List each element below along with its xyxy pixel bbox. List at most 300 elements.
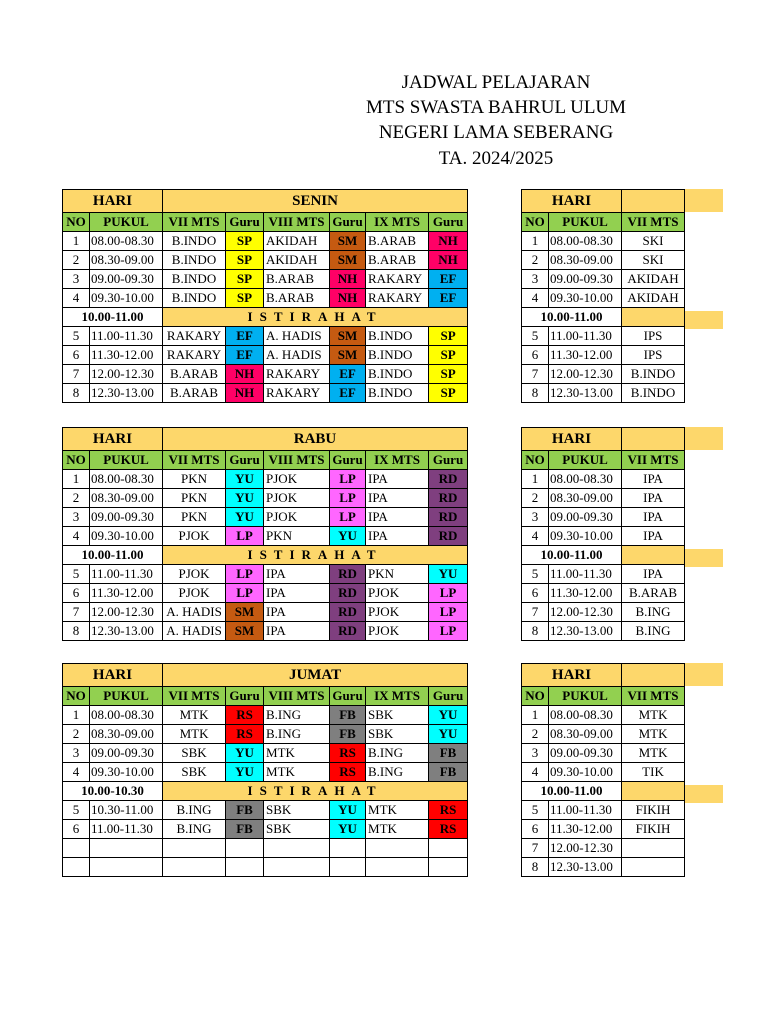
teacher-viii: RS: [330, 744, 366, 763]
hari-label: HARI: [522, 428, 622, 451]
period-number: 3: [63, 508, 90, 527]
subject-ix: B.ING: [366, 744, 429, 763]
teacher-viii: YU: [330, 820, 366, 839]
period-time: 09.30-10.00: [90, 289, 163, 308]
subject-viii: A. HADIS: [264, 327, 330, 346]
teacher-ix: SP: [429, 327, 468, 346]
teacher-vii: SP: [226, 289, 264, 308]
subject-viii: PJOK: [264, 489, 330, 508]
subject-vii: MTK: [622, 706, 685, 725]
break-label: ISTIRAHAT: [163, 782, 468, 801]
column-header: NO: [63, 213, 90, 232]
title-line-3: NEGERI LAMA SEBERANG: [378, 122, 614, 143]
subject-ix: B.ARAB: [366, 251, 429, 270]
period-number: 2: [63, 725, 90, 744]
table-row: [63, 346, 468, 365]
subject-viii: SBK: [264, 801, 330, 820]
table-row: [63, 763, 468, 782]
period-time: 11.00-11.30: [549, 327, 622, 346]
subject-viii: RAKARY: [264, 384, 330, 403]
teacher-ix: NH: [429, 232, 468, 251]
column-header: Guru: [226, 687, 264, 706]
column-header: PUKUL: [90, 687, 163, 706]
teacher-viii: [330, 858, 366, 877]
subject-viii: A. HADIS: [264, 346, 330, 365]
teacher-ix: RD: [429, 489, 468, 508]
subject-vii: B.INDO: [163, 289, 226, 308]
break-row: [63, 546, 468, 565]
subject-ix: B.INDO: [366, 327, 429, 346]
period-number: 6: [63, 346, 90, 365]
teacher-viii: FB: [330, 725, 366, 744]
subject-vii: B.ARAB: [163, 365, 226, 384]
subject-viii: PJOK: [264, 470, 330, 489]
period-time: [90, 839, 163, 858]
subject-vii: PKN: [163, 508, 226, 527]
column-header: PUKUL: [549, 213, 622, 232]
subject-vii: B.ING: [622, 622, 685, 641]
break-time: 10.00-11.00: [522, 782, 622, 801]
subject-ix: RAKARY: [366, 270, 429, 289]
subject-vii: IPA: [622, 527, 685, 546]
cropped-break-tab: [685, 549, 723, 567]
period-number: 5: [63, 801, 90, 820]
period-time: 08.00-08.30: [549, 470, 622, 489]
period-number: 3: [63, 270, 90, 289]
column-header: VIII MTS: [264, 687, 330, 706]
table-row: [63, 384, 468, 403]
table-row: [63, 706, 468, 725]
subject-ix: PKN: [366, 565, 429, 584]
table-row: [522, 251, 685, 270]
column-header: VIII MTS: [264, 213, 330, 232]
day-header-row: [522, 664, 685, 687]
teacher-viii: NH: [330, 289, 366, 308]
teacher-vii: SP: [226, 232, 264, 251]
period-time: 10.30-11.00: [90, 801, 163, 820]
period-number: 2: [63, 489, 90, 508]
subject-ix: IPA: [366, 508, 429, 527]
period-time: 09.00-09.30: [549, 270, 622, 289]
period-number: [63, 839, 90, 858]
teacher-vii: FB: [226, 820, 264, 839]
teacher-vii: EF: [226, 346, 264, 365]
column-header: IX MTS: [366, 687, 429, 706]
table-row: [63, 289, 468, 308]
teacher-vii: RS: [226, 706, 264, 725]
teacher-ix: RD: [429, 470, 468, 489]
teacher-vii: [226, 839, 264, 858]
teacher-viii: [330, 839, 366, 858]
column-header: Guru: [429, 213, 468, 232]
subject-viii: AKIDAH: [264, 251, 330, 270]
period-number: 2: [63, 251, 90, 270]
table-row: [63, 365, 468, 384]
subject-vii: B.INDO: [163, 232, 226, 251]
period-number: 2: [522, 251, 549, 270]
period-number: 7: [63, 365, 90, 384]
break-time: 10.00-11.00: [522, 308, 622, 327]
break-label: [622, 308, 685, 327]
period-number: 1: [63, 232, 90, 251]
subject-vii: IPA: [622, 470, 685, 489]
subject-vii: SKI: [622, 251, 685, 270]
column-header-row: [522, 687, 685, 706]
teacher-vii: LP: [226, 584, 264, 603]
cropped-break-tab: [685, 785, 723, 803]
teacher-ix: NH: [429, 251, 468, 270]
column-header: IX MTS: [366, 451, 429, 470]
teacher-viii: FB: [330, 706, 366, 725]
table-row: [63, 527, 468, 546]
cropped-header-tab: [685, 663, 723, 686]
table-row: [63, 251, 468, 270]
period-number: 4: [522, 289, 549, 308]
period-time: 11.30-12.00: [90, 584, 163, 603]
table-row: [522, 706, 685, 725]
subject-vii: B.ING: [163, 801, 226, 820]
subject-vii: IPA: [622, 565, 685, 584]
teacher-ix: [429, 858, 468, 877]
column-header-row: [63, 213, 468, 232]
subject-viii: SBK: [264, 820, 330, 839]
subject-vii: MTK: [163, 706, 226, 725]
subject-ix: SBK: [366, 725, 429, 744]
subject-ix: PJOK: [366, 622, 429, 641]
period-time: 11.00-11.30: [90, 327, 163, 346]
period-time: 09.30-10.00: [90, 763, 163, 782]
cropped-header-tab: [685, 189, 723, 212]
subject-vii: MTK: [163, 725, 226, 744]
period-time: 09.00-09.30: [90, 508, 163, 527]
period-time: 08.00-08.30: [549, 232, 622, 251]
subject-ix: B.ARAB: [366, 232, 429, 251]
subject-viii: [264, 858, 330, 877]
subject-vii: IPS: [622, 346, 685, 365]
teacher-viii: EF: [330, 384, 366, 403]
period-time: 11.00-11.30: [90, 565, 163, 584]
table-row: [63, 565, 468, 584]
teacher-vii: YU: [226, 508, 264, 527]
table-row: [522, 820, 685, 839]
table-row: [63, 270, 468, 289]
schedule-table-senin: [62, 189, 468, 403]
subject-viii: B.ARAB: [264, 270, 330, 289]
hari-label: HARI: [63, 190, 163, 213]
subject-viii: MTK: [264, 744, 330, 763]
column-header: Guru: [330, 687, 366, 706]
period-time: 11.30-12.00: [549, 584, 622, 603]
column-header-row: [522, 213, 685, 232]
table-row: [63, 508, 468, 527]
hari-label: HARI: [63, 428, 163, 451]
column-header-row: [63, 451, 468, 470]
subject-vii: A. HADIS: [163, 622, 226, 641]
period-time: 08.00-08.30: [90, 470, 163, 489]
column-header: VII MTS: [622, 687, 685, 706]
period-time: 11.00-11.30: [549, 801, 622, 820]
subject-viii: MTK: [264, 763, 330, 782]
table-row: [522, 763, 685, 782]
subject-ix: MTK: [366, 820, 429, 839]
column-header: PUKUL: [549, 687, 622, 706]
schedule-table-right: [521, 663, 685, 877]
table-row: [522, 327, 685, 346]
subject-viii: B.ING: [264, 725, 330, 744]
table-row: [522, 289, 685, 308]
period-time: 08.30-09.00: [90, 725, 163, 744]
column-header: VII MTS: [622, 451, 685, 470]
period-number: 5: [63, 565, 90, 584]
period-number: 1: [63, 470, 90, 489]
period-number: 4: [63, 527, 90, 546]
table-row: [63, 725, 468, 744]
period-number: 5: [522, 565, 549, 584]
subject-viii: PJOK: [264, 508, 330, 527]
period-number: 6: [522, 820, 549, 839]
subject-vii: B.ARAB: [622, 584, 685, 603]
period-time: 11.30-12.00: [549, 346, 622, 365]
subject-ix: PJOK: [366, 584, 429, 603]
teacher-ix: RD: [429, 527, 468, 546]
period-time: 12.30-13.00: [549, 622, 622, 641]
period-number: 8: [63, 622, 90, 641]
table-row: [63, 839, 468, 858]
subject-vii: MTK: [622, 725, 685, 744]
column-header: VII MTS: [163, 687, 226, 706]
schedule-table-right: [521, 427, 685, 641]
subject-vii: TIK: [622, 763, 685, 782]
period-time: 12.00-12.30: [90, 603, 163, 622]
period-number: 8: [522, 858, 549, 877]
table-row: [522, 622, 685, 641]
period-number: 3: [63, 744, 90, 763]
period-time: 12.30-13.00: [549, 384, 622, 403]
break-label: ISTIRAHAT: [163, 308, 468, 327]
subject-vii: SKI: [622, 232, 685, 251]
period-time: 08.30-09.00: [549, 489, 622, 508]
table-row: [63, 820, 468, 839]
teacher-viii: RD: [330, 603, 366, 622]
subject-vii: AKIDAH: [622, 270, 685, 289]
column-header: NO: [522, 687, 549, 706]
subject-vii: SBK: [163, 763, 226, 782]
table-row: [63, 327, 468, 346]
table-row: [63, 584, 468, 603]
teacher-vii: LP: [226, 527, 264, 546]
period-time: 09.30-10.00: [549, 763, 622, 782]
table-row: [522, 527, 685, 546]
teacher-ix: RS: [429, 801, 468, 820]
day-header-row: [522, 428, 685, 451]
teacher-vii: SM: [226, 603, 264, 622]
teacher-viii: SM: [330, 327, 366, 346]
table-row: [522, 470, 685, 489]
teacher-ix: FB: [429, 744, 468, 763]
table-row: [522, 384, 685, 403]
column-header-row: [522, 451, 685, 470]
teacher-vii: EF: [226, 327, 264, 346]
column-header: NO: [522, 451, 549, 470]
teacher-ix: LP: [429, 603, 468, 622]
teacher-vii: YU: [226, 489, 264, 508]
subject-vii: SBK: [163, 744, 226, 763]
break-label: ISTIRAHAT: [163, 546, 468, 565]
teacher-ix: FB: [429, 763, 468, 782]
period-number: 2: [522, 489, 549, 508]
period-number: 8: [63, 384, 90, 403]
break-time: 10.00-11.00: [63, 546, 163, 565]
day-name: [622, 428, 685, 451]
break-row: [63, 308, 468, 327]
period-number: 4: [63, 289, 90, 308]
table-row: [63, 489, 468, 508]
period-number: 3: [522, 270, 549, 289]
teacher-viii: RD: [330, 622, 366, 641]
title-line-4: TA. 2024/2025: [438, 148, 554, 169]
subject-vii: PJOK: [163, 565, 226, 584]
column-header: PUKUL: [549, 451, 622, 470]
period-number: 4: [522, 763, 549, 782]
subject-viii: B.ARAB: [264, 289, 330, 308]
teacher-viii: SM: [330, 346, 366, 365]
subject-vii: PJOK: [163, 527, 226, 546]
teacher-ix: [429, 839, 468, 858]
day-name: [622, 664, 685, 687]
subject-ix: MTK: [366, 801, 429, 820]
period-time: 11.00-11.30: [90, 820, 163, 839]
period-time: 11.30-12.00: [90, 346, 163, 365]
table-row: [522, 508, 685, 527]
day-name: SENIN: [163, 190, 468, 213]
teacher-ix: YU: [429, 565, 468, 584]
period-time: 11.00-11.30: [549, 565, 622, 584]
subject-ix: RAKARY: [366, 289, 429, 308]
subject-viii: IPA: [264, 603, 330, 622]
hari-label: HARI: [522, 664, 622, 687]
period-number: 4: [63, 763, 90, 782]
subject-vii: [622, 839, 685, 858]
subject-ix: [366, 858, 429, 877]
period-number: 8: [522, 622, 549, 641]
period-time: 09.00-09.30: [90, 270, 163, 289]
table-row: [63, 622, 468, 641]
schedule-table-right: [521, 189, 685, 403]
subject-viii: AKIDAH: [264, 232, 330, 251]
table-row: [63, 603, 468, 622]
teacher-vii: [226, 858, 264, 877]
teacher-vii: NH: [226, 365, 264, 384]
subject-ix: B.INDO: [366, 346, 429, 365]
table-row: [522, 489, 685, 508]
period-number: 6: [63, 820, 90, 839]
column-header: PUKUL: [90, 213, 163, 232]
column-header: VIII MTS: [264, 451, 330, 470]
table-row: [522, 565, 685, 584]
period-time: 09.30-10.00: [90, 527, 163, 546]
period-time: 09.30-10.00: [549, 289, 622, 308]
subject-vii: PKN: [163, 470, 226, 489]
teacher-ix: RD: [429, 508, 468, 527]
period-number: 1: [63, 706, 90, 725]
period-number: 1: [522, 232, 549, 251]
teacher-ix: SP: [429, 346, 468, 365]
period-number: 1: [522, 706, 549, 725]
column-header: NO: [522, 213, 549, 232]
subject-vii: [163, 839, 226, 858]
table-row: [522, 839, 685, 858]
subject-vii: B.INDO: [163, 251, 226, 270]
period-time: 12.30-13.00: [90, 384, 163, 403]
teacher-vii: SP: [226, 251, 264, 270]
subject-vii: B.ING: [622, 603, 685, 622]
subject-ix: SBK: [366, 706, 429, 725]
break-row: [522, 308, 685, 327]
subject-vii: FIKIH: [622, 820, 685, 839]
table-row: [63, 232, 468, 251]
period-number: 4: [522, 527, 549, 546]
day-header-row: [522, 190, 685, 213]
period-number: 5: [63, 327, 90, 346]
day-header-row: [63, 664, 468, 687]
period-number: 1: [522, 470, 549, 489]
period-number: 7: [522, 603, 549, 622]
column-header-row: [63, 687, 468, 706]
title-line-1: JADWAL PELAJARAN: [401, 72, 591, 93]
period-number: [63, 858, 90, 877]
subject-vii: [622, 858, 685, 877]
teacher-vii: LP: [226, 565, 264, 584]
period-time: 08.30-09.00: [90, 489, 163, 508]
table-row: [522, 232, 685, 251]
table-row: [522, 858, 685, 877]
period-time: 08.30-09.00: [549, 725, 622, 744]
teacher-viii: SM: [330, 232, 366, 251]
teacher-viii: LP: [330, 508, 366, 527]
table-row: [522, 603, 685, 622]
teacher-ix: YU: [429, 725, 468, 744]
subject-vii: RAKARY: [163, 346, 226, 365]
teacher-viii: YU: [330, 527, 366, 546]
period-number: 2: [522, 725, 549, 744]
teacher-vii: YU: [226, 744, 264, 763]
period-number: 6: [522, 584, 549, 603]
period-time: 09.00-09.30: [549, 508, 622, 527]
table-row: [522, 584, 685, 603]
day-header-row: [63, 190, 468, 213]
teacher-vii: FB: [226, 801, 264, 820]
subject-vii: RAKARY: [163, 327, 226, 346]
subject-ix: IPA: [366, 527, 429, 546]
period-time: 12.00-12.30: [90, 365, 163, 384]
hari-label: HARI: [522, 190, 622, 213]
table-row: [522, 725, 685, 744]
teacher-ix: SP: [429, 384, 468, 403]
period-time: 12.00-12.30: [549, 603, 622, 622]
teacher-ix: RS: [429, 820, 468, 839]
period-number: 8: [522, 384, 549, 403]
subject-viii: IPA: [264, 584, 330, 603]
subject-viii: PKN: [264, 527, 330, 546]
teacher-vii: YU: [226, 763, 264, 782]
subject-vii: B.INDO: [622, 365, 685, 384]
break-row: [522, 782, 685, 801]
subject-ix: [366, 839, 429, 858]
column-header: PUKUL: [90, 451, 163, 470]
table-row: [522, 744, 685, 763]
period-number: 7: [63, 603, 90, 622]
subject-vii: A. HADIS: [163, 603, 226, 622]
